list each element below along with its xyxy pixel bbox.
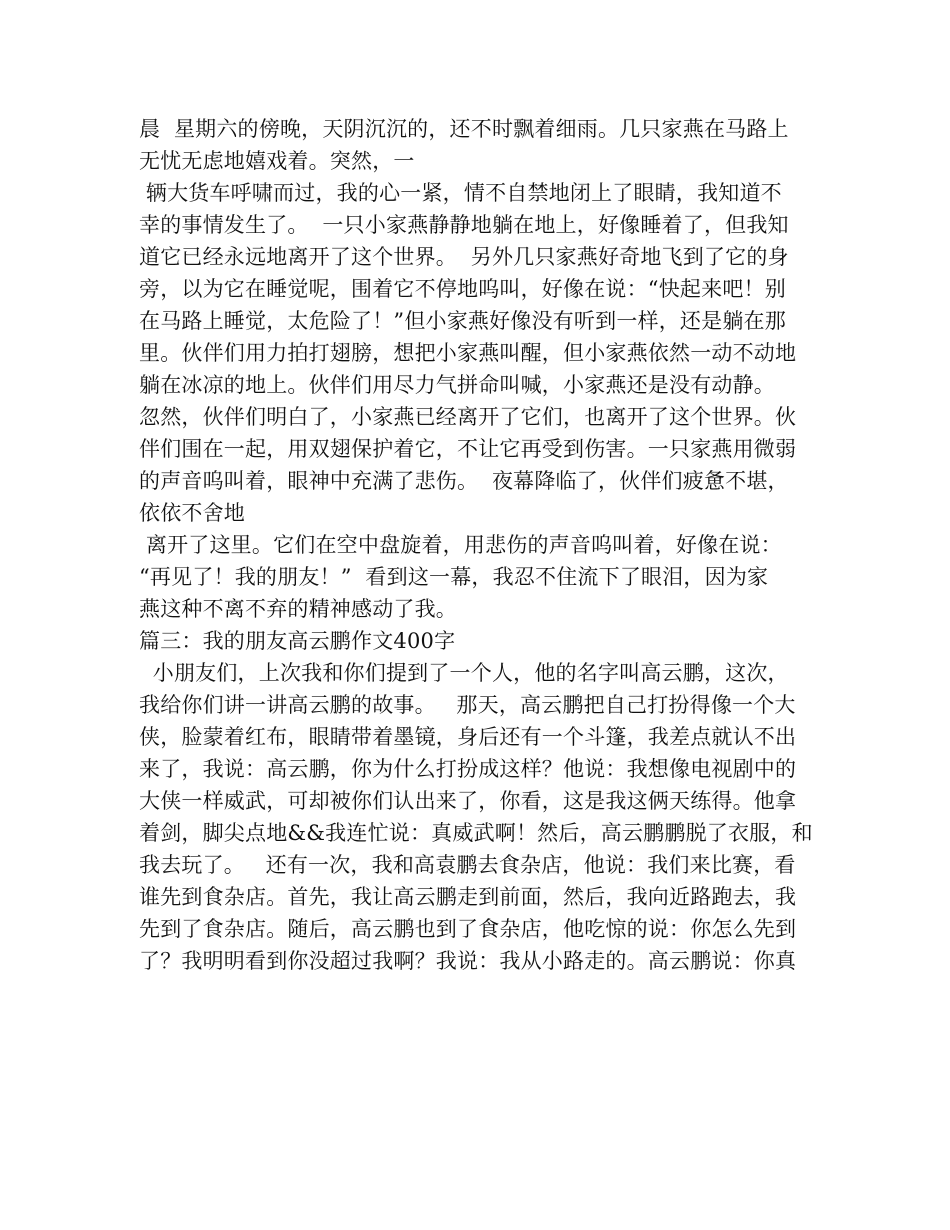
text-line: 在马路上睡觉，太危险了！”但小家燕好像没有听到一样，还是躺在那 — [139, 309, 786, 333]
text-line: “再见了！我的朋友！” 看到这一幕，我忍不住流下了眼泪，因为家 — [139, 565, 769, 589]
text-line: 旁，以为它在睡觉呢，围着它不停地呜叫，好像在说：“快起来吧！别 — [139, 277, 786, 301]
text-line: 伴们围在一起，用双翅保护着它，不让它再受到伤害。一只家燕用微弱 — [139, 437, 797, 461]
text-line: 晨 星期六的傍晚，天阴沉沉的，还不时飘着细雨。几只家燕在马路上 — [139, 117, 789, 141]
text-line: 离开了这里。它们在空中盘旋着，用悲伤的声音呜叫着，好像在说： — [139, 533, 782, 557]
text-line: 侠，脸蒙着红布，眼睛带着墨镜，身后还有一个斗篷，我差点就认不出 — [139, 725, 797, 749]
text-line: 先到了食杂店。随后，高云鹏也到了食杂店，他吃惊的说：你怎么先到 — [139, 917, 797, 941]
text-line: 辆大货车呼啸而过，我的心一紧，情不自禁地闭上了眼睛，我知道不 — [139, 181, 782, 205]
body-text — [139, 113, 829, 977]
text-line: 我给你们讲一讲高云鹏的故事。 那天，高云鹏把自己打扮得像一个大 — [139, 693, 796, 717]
text-line: 大侠一样威武，可却被你们认出来了，你看，这是我这俩天练得。他拿 — [139, 789, 797, 813]
text-line: 无忧无虑地嬉戏着。突然，一 — [139, 149, 415, 173]
text-line: 小朋友们，上次我和你们提到了一个人，他的名字叫高云鹏，这次， — [139, 661, 789, 685]
text-line: 的声音呜叫着，眼神中充满了悲伤。 夜幕降临了，伙伴们疲惫不堪， — [139, 469, 789, 493]
text-line: 燕这种不离不弃的精神感动了我。 — [139, 597, 457, 621]
text-line: 忽然，伙伴们明白了，小家燕已经离开了它们，也离开了这个世界。伙 — [139, 405, 797, 429]
text-line: 谁先到食杂店。首先，我让高云鹏走到前面，然后，我向近路跑去，我 — [139, 885, 797, 909]
section-heading: 篇三：我的朋友高云鹏作文400字 — [139, 629, 456, 653]
text-line: 躺在冰凉的地上。伙伴们用尽力气拼命叫喊，小家燕还是没有动静。 — [139, 373, 775, 397]
text-line: 里。伙伴们用力拍打翅膀，想把小家燕叫醒，但小家燕依然一动不动地 — [139, 341, 797, 365]
text-line: 幸的事情发生了。 一只小家燕静静地躺在地上，好像睡着了，但我知 — [139, 213, 789, 237]
text-line: 道它已经永远地离开了这个世界。 另外几只家燕好奇地飞到了它的身 — [139, 245, 789, 269]
text-line: 依依不舍地 — [139, 501, 245, 525]
text-line: 来了，我说：高云鹏，你为什么打扮成这样？他说：我想像电视剧中的 — [139, 757, 797, 781]
text-line: 我去玩了。 还有一次，我和高袁鹏去食杂店，他说：我们来比赛，看 — [139, 853, 796, 877]
text-line: 了？我明明看到你没超过我啊？我说：我从小路走的。高云鹏说：你真 — [139, 949, 797, 973]
text-line: 着剑，脚尖点地&&我连忙说：真威武啊！然后，高云鹏鹏脱了衣服，和 — [139, 821, 813, 845]
